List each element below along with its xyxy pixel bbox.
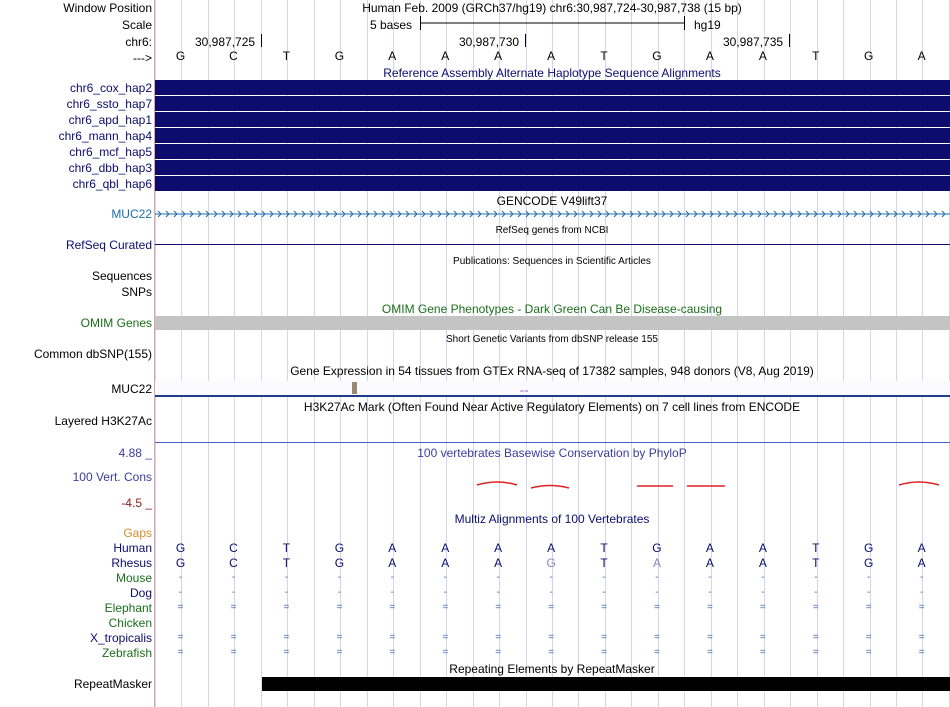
alignment-cell: = — [177, 602, 184, 613]
alignment-cell: T — [600, 541, 608, 555]
alignment-cell: = — [918, 602, 925, 613]
alignment-cell: A — [705, 556, 714, 570]
alignment-cell: A — [388, 556, 397, 570]
alignment-cell: = — [495, 602, 502, 613]
h3k27ac-track-title: H3K27Ac Mark (Often Found Near Active Regulatory Elements) on 7 cell lines from ENCODE — [303, 400, 801, 414]
haplotype-bar[interactable] — [155, 144, 950, 159]
alignment-cell: - — [337, 587, 342, 598]
alignment-cell: - — [390, 572, 394, 583]
base-letter: G — [334, 49, 345, 63]
alignment-cell: = — [442, 632, 449, 643]
alignment-cell: = — [230, 647, 237, 658]
alignment-cell: = — [283, 602, 290, 613]
base-letter: C — [229, 49, 238, 63]
alignment-cell: = — [548, 647, 555, 658]
scale-text: 5 bases — [370, 18, 413, 32]
alignment-cell: = — [601, 647, 607, 658]
gencode-track-title: GENCODE V49lift37 — [496, 194, 608, 208]
alignment-cell: T — [600, 556, 608, 570]
coord-tick-marks — [155, 34, 950, 50]
alignment-cell: G — [334, 541, 345, 555]
haplotype-label[interactable]: chr6_dbb_hap3 — [68, 161, 152, 175]
multiz-track-title: Multiz Alignments of 100 Vertebrates — [454, 512, 650, 526]
haplotype-bar[interactable] — [155, 96, 950, 111]
haplotype-bar[interactable] — [155, 112, 950, 127]
base-letter: G — [175, 49, 186, 63]
gtex-label[interactable]: MUC22 — [111, 382, 152, 396]
haplotype-label[interactable]: chr6_ssto_hap7 — [66, 97, 152, 111]
gtex-track-title: Gene Expression in 54 tissues from GTEx RNA-seq of 17382 samples, 948 donors (V8, Aug 2019) — [290, 364, 814, 378]
alignment-cell: - — [178, 572, 183, 583]
alignment-cell: - — [708, 572, 712, 583]
alignment-cell: = — [865, 632, 872, 643]
alignment-cell: = — [706, 602, 713, 613]
coord-tick-2: 30,987,730 — [459, 35, 520, 49]
species-label[interactable]: Rhesus — [111, 556, 152, 570]
alignment-cell: - — [867, 572, 871, 583]
repeatmasker-label[interactable]: RepeatMasker — [73, 677, 152, 691]
h3k27ac-label[interactable]: Layered H3K27Ac — [54, 414, 152, 428]
alignment-cell: T — [812, 541, 820, 555]
alignment-cell: - — [814, 587, 818, 598]
alignment-cell: A — [917, 541, 926, 555]
species-label[interactable]: X_tropicalis — [89, 631, 152, 645]
alignment-cell: = — [654, 632, 660, 643]
scale-assembly: hg19 — [694, 18, 721, 32]
phylop-label[interactable]: 100 Vert. Cons — [72, 470, 152, 484]
species-label[interactable]: Mouse — [115, 571, 152, 585]
alignment-cell: = — [442, 647, 449, 658]
alignment-cell: G — [864, 541, 874, 555]
species-label[interactable]: Elephant — [104, 601, 152, 615]
base-letter: A — [441, 49, 450, 63]
haplotype-label[interactable]: chr6_cox_hap2 — [69, 81, 152, 95]
base-letter: A — [917, 49, 926, 63]
base-letter: A — [494, 49, 503, 63]
base-letter: T — [600, 49, 608, 63]
alignment-cell: - — [337, 572, 342, 583]
alignment-cell: G — [546, 556, 556, 570]
species-label[interactable]: Zebrafish — [101, 646, 152, 660]
alignment-cell: = — [389, 602, 396, 613]
base-letter: A — [705, 49, 714, 63]
strand-label: ---> — [133, 51, 152, 65]
alignment-cell: = — [759, 647, 766, 658]
alignment-cell: = — [865, 647, 872, 658]
alignment-cell: - — [284, 572, 289, 583]
alignment-cell: G — [652, 541, 662, 555]
alignment-cell: = — [601, 602, 607, 613]
alignment-cell: - — [602, 572, 606, 583]
alignment-cell: = — [548, 632, 555, 643]
phylop-min-label: -4.5 _ — [121, 496, 152, 510]
muc22-gene-model[interactable] — [155, 208, 950, 220]
alignment-cell: = — [918, 632, 925, 643]
alignment-cell: - — [496, 587, 500, 598]
haplotype-bar[interactable] — [155, 128, 950, 143]
alignment-cell: = — [706, 632, 713, 643]
alignment-cell: - — [231, 587, 236, 598]
alignment-cell: = — [918, 647, 925, 658]
gtex-plot-area[interactable] — [155, 381, 950, 395]
alignment-cell: = — [865, 602, 872, 613]
gtex-expression-tick — [525, 390, 528, 392]
alignment-cell: = — [177, 647, 184, 658]
alignment-cell: T — [282, 541, 291, 555]
alignment-cell: = — [389, 647, 396, 658]
alignment-cell: = — [601, 632, 607, 643]
dbsnp-label[interactable]: Common dbSNP(155) — [33, 347, 152, 361]
alignment-cell: C — [229, 556, 238, 570]
omim-track-title: OMIM Gene Phenotypes - Dark Green Can Be Disease-causing — [381, 302, 723, 316]
alignment-cell: G — [864, 556, 874, 570]
scale-bar — [155, 15, 950, 31]
base-letter: G — [652, 49, 662, 63]
haplotype-bar[interactable] — [155, 160, 950, 175]
alignment-cell: - — [655, 572, 659, 583]
alignment-cell: - — [443, 572, 447, 583]
alignment-cell: A — [388, 541, 397, 555]
gtex-gene-line — [155, 395, 950, 397]
alignment-cell: A — [494, 556, 503, 570]
species-label[interactable]: Human — [113, 541, 152, 555]
alignment-cell: T — [812, 556, 820, 570]
alignment-cell: A — [652, 556, 661, 570]
species-label[interactable]: Dog — [129, 586, 152, 600]
alignment-cell: = — [230, 632, 237, 643]
alignment-cell: = — [759, 602, 766, 613]
alignment-cell: = — [230, 602, 237, 613]
gaps-label[interactable]: Gaps — [123, 526, 152, 540]
haplotype-label[interactable]: chr6_qbl_hap6 — [72, 177, 152, 191]
snps-label[interactable]: SNPs — [121, 285, 152, 299]
alignment-cell: - — [814, 572, 818, 583]
alignment-cell: = — [706, 647, 713, 658]
phylop-track-title: 100 vertebrates Basewise Conservation by PhyloP — [417, 446, 687, 460]
alignment-cell: - — [443, 587, 447, 598]
alignment-cell: G — [175, 541, 186, 555]
alignment-cell: = — [389, 632, 396, 643]
alignment-cell: - — [496, 572, 500, 583]
alignment-cell: = — [759, 632, 766, 643]
alignment-cell: T — [282, 556, 291, 570]
alignment-cell: = — [812, 632, 819, 643]
window-position-text: Human Feb. 2009 (GRCh37/hg19) chr6:30,987,724-30,987,738 (15 bp) — [362, 1, 742, 15]
alignment-cell: - — [231, 572, 236, 583]
alignment-cell: - — [708, 587, 712, 598]
alignment-cell: = — [812, 602, 819, 613]
species-label[interactable]: Chicken — [108, 616, 152, 630]
haplotype-bar[interactable] — [155, 80, 950, 95]
alignment-cell: - — [178, 587, 183, 598]
alignment-cell: - — [761, 572, 765, 583]
alignment-cell: G — [175, 556, 186, 570]
base-letter: G — [864, 49, 874, 63]
refseq-label[interactable]: RefSeq Curated — [65, 238, 152, 252]
alignment-cell: - — [549, 587, 553, 598]
alignment-cell: = — [654, 602, 660, 613]
alignment-cell: = — [336, 647, 343, 658]
track-labels — [0, 0, 155, 707]
alignment-cell: A — [758, 556, 767, 570]
phylop-wiggle[interactable] — [155, 470, 950, 500]
alignment-cell: = — [654, 647, 660, 658]
alignment-cell: = — [177, 632, 184, 643]
alignment-cell: - — [602, 587, 606, 598]
alignment-cell: = — [495, 632, 502, 643]
haplotype-bar[interactable] — [155, 176, 950, 191]
refseq-track-title: RefSeq genes from NCBI — [495, 225, 609, 236]
gtex-expression-tick — [520, 390, 524, 392]
scale-label: Scale — [121, 18, 152, 32]
coord-tick-1: 30,987,725 — [195, 35, 256, 49]
alignment-cell: A — [441, 541, 450, 555]
h3k27ac-baseline[interactable] — [155, 442, 950, 443]
omim-label[interactable]: OMIM Genes — [80, 316, 152, 330]
alignment-cell: = — [548, 602, 555, 613]
alignment-cell: = — [442, 602, 449, 613]
alignment-cell: G — [334, 556, 345, 570]
base-letter: A — [388, 49, 397, 63]
window-position-label: Window Position — [63, 1, 152, 15]
alignment-cell: - — [919, 572, 924, 583]
base-letter: A — [758, 49, 767, 63]
browser-image-pane[interactable] — [155, 0, 950, 707]
dbsnp-track-title: Short Genetic Variants from dbSNP release 155 — [446, 334, 658, 345]
alignment-cell: A — [917, 556, 926, 570]
alignment-cell: = — [336, 602, 343, 613]
alignment-cell: - — [761, 587, 765, 598]
repeat-element-bar[interactable] — [262, 677, 950, 691]
phylop-max-label: 4.88 _ — [118, 446, 152, 460]
haplotype-label[interactable]: chr6_mcf_hap5 — [69, 145, 152, 159]
alignment-cell: = — [495, 647, 502, 658]
gtex-expression-bar[interactable] — [352, 382, 357, 394]
alignment-cell: - — [867, 587, 871, 598]
alignment-cell: A — [547, 541, 556, 555]
coord-tick-3: 30,987,735 — [723, 35, 784, 49]
haplotype-label[interactable]: chr6_mann_hap4 — [58, 129, 152, 143]
alignment-cell: C — [229, 541, 238, 555]
alignment-cell: - — [390, 587, 394, 598]
publications-track-title: Publications: Sequences in Scientific Articles — [453, 256, 651, 267]
alignment-cell: A — [441, 556, 450, 570]
alignment-cell: A — [705, 541, 714, 555]
omim-gene-bar[interactable] — [155, 316, 950, 330]
alignment-cell: - — [549, 572, 553, 583]
haplotype-label[interactable]: chr6_apd_hap1 — [68, 113, 152, 127]
base-letter: T — [812, 49, 820, 63]
refseq-gene-line[interactable] — [155, 244, 950, 245]
haplotype-track-title: Reference Assembly Alternate Haplotype Sequence Alignments — [383, 66, 721, 80]
base-letter: A — [547, 49, 556, 63]
alignment-cell: A — [758, 541, 767, 555]
repeatmasker-track-title: Repeating Elements by RepeatMasker — [449, 662, 655, 676]
alignment-cell: - — [655, 587, 659, 598]
alignment-cell: A — [494, 541, 503, 555]
chrom-label: chr6: — [125, 35, 152, 49]
alignment-cell: = — [812, 647, 819, 658]
gencode-label[interactable]: MUC22 — [111, 207, 152, 221]
alignment-cell: = — [283, 647, 290, 658]
alignment-cell: = — [283, 632, 290, 643]
alignment-cell: - — [284, 587, 289, 598]
alignment-cell: = — [336, 632, 343, 643]
base-letter: T — [282, 49, 291, 63]
sequences-label[interactable]: Sequences — [91, 269, 152, 283]
alignment-cell: - — [919, 587, 924, 598]
